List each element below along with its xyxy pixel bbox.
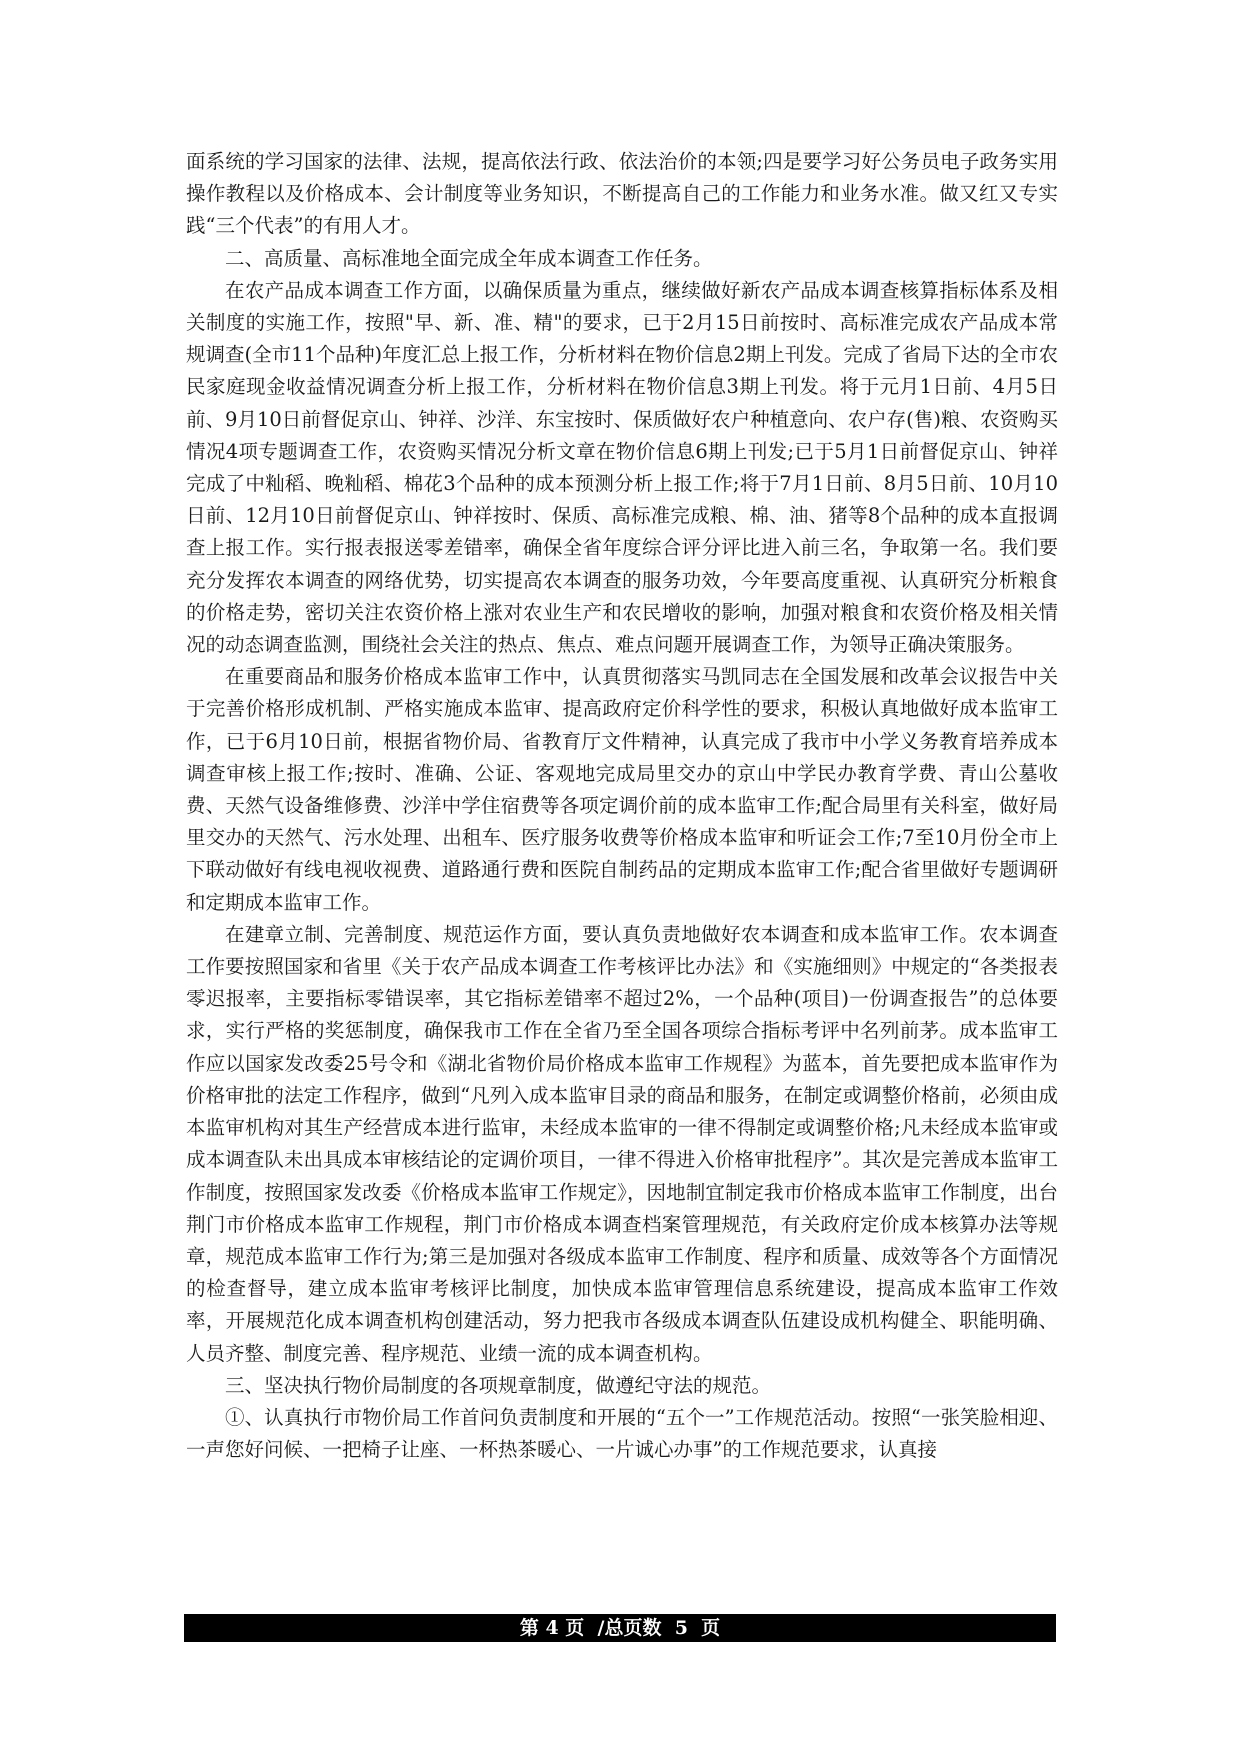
page-number-label: 第 4 页 /总页数 5 页 xyxy=(519,1617,721,1639)
paragraph: ①、认真执行市物价局工作首问负责制度和开展的“五个一”工作规范活动。按照“一张笑脸相迎、一声您好问候、一把椅子让座、一杯热茶暖心、一片诚心办事”的工作规范要求，认真接 xyxy=(186,1405,1058,1462)
page-footer xyxy=(184,1614,1056,1642)
paragraph: 在建章立制、完善制度、规范运作方面，要认真负责地做好农本调查和成本监审工作。农本调查工作要按照国家和省里《关于农产品成本调查工作考核评比办法》和《实施细则》中规定的“各类报表零迟报率，主要指标零错误率，其它指标差错率不超过2%，一个品种(项目)一份调查报告”的总体要求，实行严格的奖惩制度，确保我市工作在全省乃至全国各项综合指标考评中名列前茅。成本监审工作应以国家发改委25号令和《湖北省物价局价格成本监审工作规程》为蓝本，首先要把成本监审作为价格审批的法定工作程序，做到“凡列入成本监审目录的商品和服务，在制定或调整价格前，必须由成本监审机构对其生产经营成本进行监审，未经成本监审的一律不得制定或调整价格;凡未经成本监审或成本调查队未出具成本审核结论的定调价项目，一律不得进入价格审批程序”。其次是完善成本监审工作制度，按照国家发改委《价格成本监审工作规定》，因地制宜制定我市价格成本监审工作制度，出台荆门市价格成本监审工作规程，荆门市价格成本调查档案管理规范，有关政府定价成本核算办法等规章，规范成本监审工作行为;第三是加强对各级成本监审工作制度、程序和质量、成效等各个方面情况的检查督导，建立成本监审考核评比制度，加快成本监审管理信息系统建设，提高成本监审工作效率，开展规范化成本调查机构创建活动，努力把我市各级成本调查队伍建设成机构健全、职能明确、人员齐整、制度完善、程序规范、业绩一流的成本调查机构。 xyxy=(186,922,1058,1365)
document-body xyxy=(186,146,1058,1466)
paragraph: 面系统的学习国家的法律、法规，提高依法行政、依法治价的本领;四是要学习好公务员电子政务实用操作教程以及价格成本、会计制度等业务知识，不断提高自己的工作能力和业务水准。做又红又专实践“三个代表”的有用人才。 xyxy=(186,150,1058,238)
section-heading: 二、高质量、高标准地全面完成全年成本调查工作任务。 xyxy=(225,246,713,270)
paragraph: 在农产品成本调查工作方面，以确保质量为重点，继续做好新农产品成本调查核算指标体系及相关制度的实施工作，按照"早、新、准、精"的要求，已于2月15日前按时、高标准完成农产品成本常规调查(全市11个品种)年度汇总上报工作，分析材料在物价信息2期上刊发。完成了省局下达的全市农民家庭现金收益情况调查分析上报工作，分析材料在物价信息3期上刊发。将于元月1日前、4月5日前、9月10日前督促京山、钟祥、沙洋、东宝按时、保质做好农户种植意向、农户存(售)粮、农资购买情况4项专题调查工作，农资购买情况分析文章在物价信息6期上刊发;已于5月1日前督促京山、钟祥完成了中籼稻、晚籼稻、棉花3个品种的成本预测分析上报工作;将于7月1日前、8月5日前、10月10日前、12月10日前督促京山、钟祥按时、保质、高标准完成粮、棉、油、猪等8个品种的成本直报调查上报工作。实行报表报送零差错率，确保全省年度综合评分评比进入前三名，争取第一名。我们要充分发挥农本调查的网络优势，切实提高农本调查的服务功效，今年要高度重视、认真研究分析粮食的价格走势，密切关注农资价格上涨对农业生产和农民增收的影响，加强对粮食和农资价格及相关情况的动态调查监测，围绕社会关注的热点、焦点、难点问题开展调查工作，为领导正确决策服务。 xyxy=(186,278,1058,657)
paragraph: 在重要商品和服务价格成本监审工作中，认真贯彻落实马凯同志在全国发展和改革会议报告中关于完善价格形成机制、严格实施成本监审、提高政府定价科学性的要求，积极认真地做好成本监审工作，已于6月10日前，根据省物价局、省教育厅文件精神，认真完成了我市中小学义务教育培养成本调查审核上报工作;按时、准确、公证、客观地完成局里交办的京山中学民办教育学费、青山公墓收费、天然气设备维修费、沙洋中学住宿费等各项定调价前的成本监审工作;配合局里有关科室，做好局里交办的天然气、污水处理、出租车、医疗服务收费等价格成本监审和听证会工作;7至10月份全市上下联动做好有线电视收视费、道路通行费和医院自制药品的定期成本监审工作;配合省里做好专题调研和定期成本监审工作。 xyxy=(186,665,1058,914)
section-heading: 三、坚决执行物价局制度的各项规章制度，做遵纪守法的规范。 xyxy=(225,1373,772,1397)
